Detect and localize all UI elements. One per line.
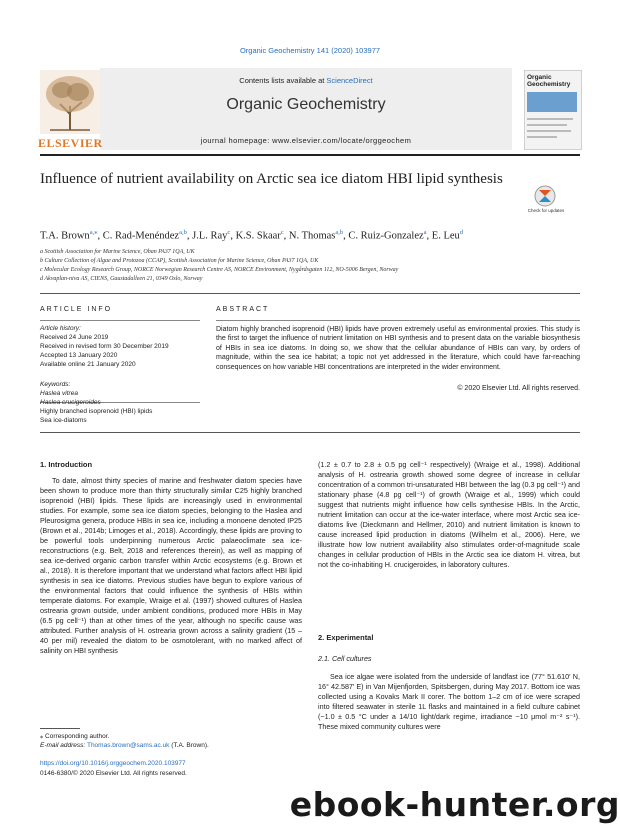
abstract-copyright: © 2020 Elsevier Ltd. All rights reserved. xyxy=(457,385,580,392)
author-name[interactable]: E. Leu xyxy=(431,230,460,242)
history-item: Available online 21 January 2020 xyxy=(40,361,136,368)
keyword: Haslea vitrea xyxy=(40,390,78,397)
author-affiliation-sup[interactable]: d xyxy=(459,229,464,236)
issn-copyright: 0146-6380/© 2020 Elsevier Ltd. All rights reserved. xyxy=(40,770,187,777)
email-suffix: (T.A. Brown). xyxy=(169,742,209,749)
left-column xyxy=(40,476,302,656)
contents-available-line xyxy=(100,76,512,85)
crossmark-label: Check for updates xyxy=(527,208,565,213)
author-affiliation-sup[interactable]: c xyxy=(227,229,231,236)
author-name[interactable]: K.S. Skaar xyxy=(235,230,281,242)
cover-image-band xyxy=(527,92,577,112)
right-column xyxy=(318,460,580,570)
cover-title: Organic Geochemistry xyxy=(527,74,571,88)
abstract-heading: ABSTRACT xyxy=(216,306,270,313)
contents-prefix: Contents lists available at xyxy=(239,76,327,85)
journal-homepage-line xyxy=(100,136,512,145)
cell-cultures-subheading: 2.1. Cell cultures xyxy=(318,654,372,663)
author-list: T.A. Brown$^{a,⁎}$, C. Rad-Menéndez$^{a,b}$, J.L. Ray$^c$, K.S. Skaar$^c$, N. Thomas$^{a,b}$, C. Ruiz-Gonzalez$^a$, E. Leu$^d$ xyxy=(40,229,464,242)
introduction-continuation: (1.2 ± 0.7 to 2.8 ± 0.5 pg cell⁻¹ respectively) (Wraige et al., 1998). Additional analysis of H. ostrearia growth showed some degree of increase in cellular concentration of a common tri-unsaturated HBI between the lag (0.3 pg cell⁻¹) and stationary phase (4.8 pg cell⁻¹) of growth (Wraige et al., 1999) which could suggest that nutrients might influence how cells synthesise HBIs. In the Arctic, nutrient limitation can occur at the ice-water interface, where most Arctic sea ice-diatoms live (Dieckmann and Hellmer, 2010) and nutrient limitation is known to cause increased lipid production in diatoms (Wilhelm et al., 2006). Here, we illustrate how low nutrient availability also stimulates order-of-magnitude scale changes in cellular production of HBIs in the Arctic sea ice diatom H. vitrea, but not the co-inhabiting H. crucigeroides, in laboratory cultures. xyxy=(318,460,580,569)
author-affiliation-sup[interactable]: a,⁎ xyxy=(89,229,98,236)
introduction-heading: 1. Introduction xyxy=(40,460,93,469)
experimental-heading: 2. Experimental xyxy=(318,633,374,642)
author-affiliation-sup[interactable]: c xyxy=(280,229,284,236)
journal-title: Organic Geochemistry xyxy=(226,96,386,113)
sciencedirect-link[interactable]: ScienceDirect xyxy=(326,76,373,85)
author-name[interactable]: T.A. Brown xyxy=(40,230,90,242)
author-affiliation-sup[interactable]: a xyxy=(423,229,427,236)
front-matter-divider xyxy=(40,432,580,433)
homepage-prefix: journal homepage: xyxy=(200,136,273,145)
abstract-text: Diatom highly branched isoprenoid (HBI) lipids have proven extremely useful as environmental proxies. This study is the first to target the influence of nutrient limitation on HBI synthesis and to present data on the variable biosynthesis of HBIs in sea ice diatoms. In doing so, we show that the cellular abundance of HBIs can vary, by orders of magnitude, within the sea ice habitat; a topic not yet addressed in the literature, which could have far-reaching consequences on how variable HBI concentrations are interpreted in the wider environment. xyxy=(216,326,580,371)
affiliation: a Scottish Association for Marine Science, Oban PA37 1QA, UK xyxy=(40,249,195,255)
author-affiliation-sup[interactable]: a,b xyxy=(179,229,187,236)
corresponding-author-note: ⁎ Corresponding author. xyxy=(40,733,110,740)
cover-text-lines xyxy=(527,116,577,142)
history-item: Received in revised form 30 December 2019 xyxy=(40,343,169,350)
article-info-divider xyxy=(40,320,200,321)
affiliation: b Culture Collection of Algae and Protozoa (CCAP), Scottish Association for Marine Science, Oban PA37 1QA, UK xyxy=(40,258,319,264)
author-email-link[interactable]: Thomas.brown@sams.ac.uk xyxy=(86,742,170,749)
elsevier-wordmark: ELSEVIER xyxy=(38,136,103,150)
article-info-heading: ARTICLE INFO xyxy=(40,306,113,313)
history-item: Received 24 June 2019 xyxy=(40,334,109,341)
affiliation-divider xyxy=(40,293,580,294)
introduction-paragraph: To date, almost thirty species of marine and freshwater diatom species have been shown to produce more than thirty structurally similar C25 highly branched isoprenoid (HBI) lipids. These lipids are increasingly used in environmental studies. For example, some sea ice diatom species, belonging to the Haslea and Pleurosigma genera, produce HBIs in sea ice, including a monoene denoted IP25 (Brown et al., 2014b; Limoges et al., 2018). Accordingly, these lipids are proving to be powerful tools underpinning numerous Arctic palaeoclimate sea ice-reconstructions (e.g. Belt, 2018 and references therein), as well as mapping of sea ice-derived organic carbon transfer within Arctic ecosystems (e.g. Brown et al., 2018). It is therefore important that we understand what factors affect HBI lipid synthesis in sea ice diatoms. Previous studies have begun to explore various of the environmental factors that could influence the synthesis of HBIs within temperate diatoms. For example, Wraige et al. (1997) showed cultures of Haslea ostrearia grown outside, under ambient conditions, produced more HBIs in May (6.5 pg cell⁻¹) than at other times of the year, although no specific cause was attributed. Further analysis of H. ostrearia grown across a salinity gradient (15 – 40 per mil) revealed the diatom to be osmotolerant, with no marked affect of salinity on HBI synthesis xyxy=(40,476,302,655)
author-name[interactable]: C. Ruiz-Gonzalez xyxy=(348,230,424,242)
header-divider xyxy=(40,154,580,156)
author-name[interactable]: C. Rad-Menéndez xyxy=(102,230,180,242)
author-name[interactable]: N. Thomas xyxy=(288,230,336,242)
email-line xyxy=(40,741,302,750)
journal-homepage-link[interactable]: www.elsevier.com/locate/orggeochem xyxy=(272,136,412,145)
affiliation: c Molecular Ecology Research Group, NORCE Norwegian Research Centre AS, NORCE Environment, Nygårdsgaten 112, NO-5006 Bergen, Norway xyxy=(40,267,399,273)
article-title: Influence of nutrient availability on Arctic sea ice diatom HBI lipid synthesis xyxy=(40,171,503,187)
history-label: Article history: xyxy=(40,325,81,332)
email-label: E-mail address: xyxy=(40,742,87,749)
footnote-divider xyxy=(40,728,80,729)
abstract-divider xyxy=(216,320,580,321)
affiliation: d Akvaplan-niva AS, CIENS, Gaustadalleen 21, 0349 Oslo, Norway xyxy=(40,276,203,282)
journal-citation[interactable]: Organic Geochemistry 141 (2020) 103977 xyxy=(239,46,381,55)
keyword: Sea ice-diatoms xyxy=(40,417,87,424)
watermark-text: ebook-hunter.org xyxy=(289,785,620,824)
keyword: Highly branched isoprenoid (HBI) lipids xyxy=(40,408,153,415)
keywords-label: Keywords: xyxy=(40,381,71,388)
author-affiliation-sup[interactable]: a,b xyxy=(335,229,344,236)
right-column-lower xyxy=(318,672,580,732)
keyword: Haslea crucigeroides xyxy=(40,399,101,406)
author-name[interactable]: J.L. Ray xyxy=(192,230,228,242)
cell-cultures-paragraph: Sea ice algae were isolated from the underside of landfast ice (77° 51.610′ N, 16° 42.587′ E) in Van Mijenfjorden, Spitsbergen, during May 2017. Bottom ice was collected using a Kovaks Mark II corer. The bottom 1–2 cm of ice were scraped into filtered seawater in sterile 1L flasks and maintained in a field culture cabinet (−1.0 ± 0.5 °C under a 14/10 light/dark regime, irradiance ~10 μmol m⁻² s⁻¹). These mixed community cultures were xyxy=(318,672,580,731)
corresponding-author-footnote xyxy=(40,732,302,750)
history-item: Accepted 13 January 2020 xyxy=(40,352,118,359)
doi-link[interactable]: https://doi.org/10.1016/j.orggeochem.2020.103977 xyxy=(40,760,186,767)
